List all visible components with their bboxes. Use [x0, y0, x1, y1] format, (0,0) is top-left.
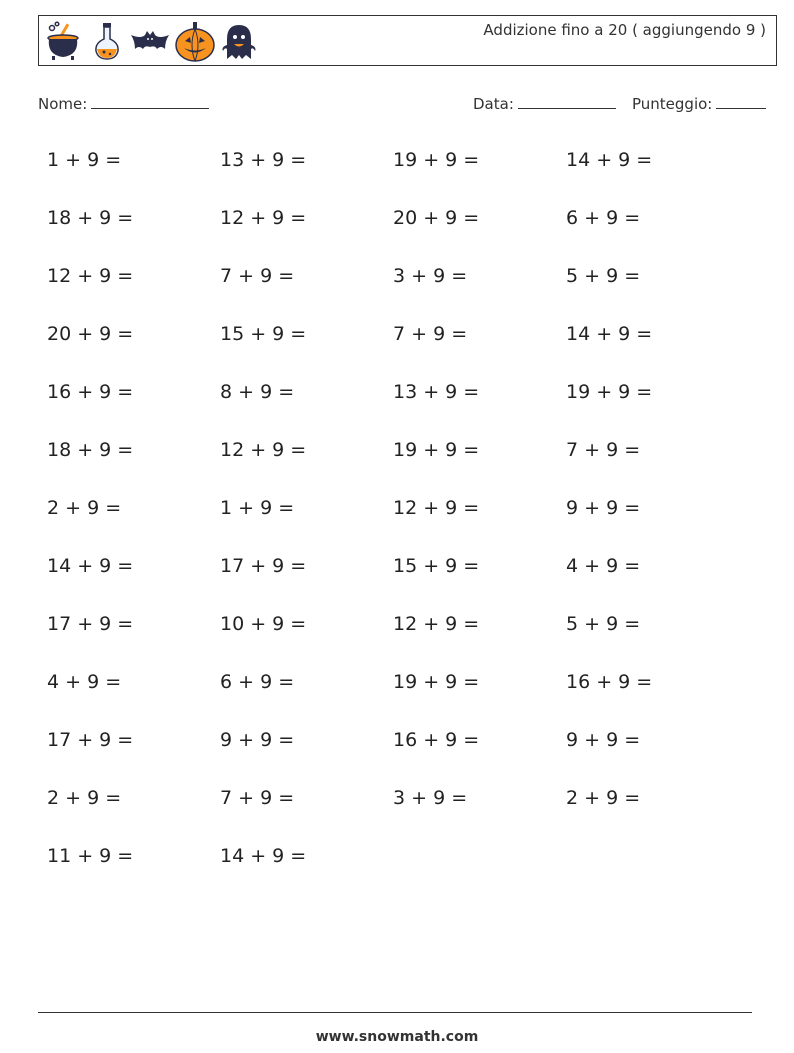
- date-label: Data:: [473, 95, 514, 113]
- potion-icon: [87, 19, 127, 63]
- problem-item: 7 + 9 =: [566, 439, 641, 461]
- name-blank[interactable]: [91, 94, 209, 109]
- problem-item: 3 + 9 =: [393, 787, 468, 809]
- problem-item: 2 + 9 =: [47, 787, 122, 809]
- problem-item: 12 + 9 =: [220, 207, 307, 229]
- problem-item: 7 + 9 =: [220, 787, 295, 809]
- problem-item: 6 + 9 =: [220, 671, 295, 693]
- footer-divider: [38, 1012, 752, 1013]
- worksheet-title: Addizione fino a 20 ( aggiungendo 9 ): [483, 21, 766, 39]
- problem-item: 20 + 9 =: [393, 207, 480, 229]
- problem-item: 12 + 9 =: [220, 439, 307, 461]
- problem-item: 15 + 9 =: [220, 323, 307, 345]
- problem-item: 19 + 9 =: [393, 439, 480, 461]
- problem-item: 1 + 9 =: [220, 497, 295, 519]
- problem-item: 20 + 9 =: [47, 323, 134, 345]
- problem-item: 6 + 9 =: [566, 207, 641, 229]
- problem-item: 12 + 9 =: [393, 613, 480, 635]
- score-blank[interactable]: [716, 94, 766, 109]
- problem-item: 10 + 9 =: [220, 613, 307, 635]
- problem-item: 2 + 9 =: [566, 787, 641, 809]
- problem-item: 17 + 9 =: [47, 613, 134, 635]
- halloween-icons: [43, 19, 259, 63]
- problem-item: 19 + 9 =: [393, 671, 480, 693]
- problem-item: 14 + 9 =: [47, 555, 134, 577]
- problem-item: 18 + 9 =: [47, 439, 134, 461]
- problem-item: 2 + 9 =: [47, 497, 122, 519]
- problem-item: 12 + 9 =: [47, 265, 134, 287]
- problem-item: 14 + 9 =: [566, 149, 653, 171]
- problem-item: 5 + 9 =: [566, 265, 641, 287]
- name-label: Nome:: [38, 95, 88, 113]
- problem-item: 14 + 9 =: [220, 845, 307, 867]
- footer-url: www.snowmath.com: [315, 1029, 479, 1045]
- problem-item: 9 + 9 =: [566, 497, 641, 519]
- problem-item: 13 + 9 =: [220, 149, 307, 171]
- problem-item: 17 + 9 =: [47, 729, 134, 751]
- problem-item: 17 + 9 =: [220, 555, 307, 577]
- date-blank[interactable]: [518, 94, 616, 109]
- score-field: [632, 94, 766, 113]
- name-field: [38, 94, 209, 113]
- problem-item: 12 + 9 =: [393, 497, 480, 519]
- pumpkin-icon: [173, 19, 217, 63]
- problem-item: 13 + 9 =: [393, 381, 480, 403]
- ghost-icon: [219, 19, 259, 63]
- problem-item: 1 + 9 =: [47, 149, 122, 171]
- problem-item: 16 + 9 =: [566, 671, 653, 693]
- problem-item: 11 + 9 =: [47, 845, 134, 867]
- bat-icon: [129, 19, 171, 63]
- problem-item: 18 + 9 =: [47, 207, 134, 229]
- problem-item: 4 + 9 =: [47, 671, 122, 693]
- problem-item: 7 + 9 =: [220, 265, 295, 287]
- date-field: [473, 94, 616, 113]
- problem-item: 19 + 9 =: [566, 381, 653, 403]
- problem-item: 3 + 9 =: [393, 265, 468, 287]
- problem-item: 19 + 9 =: [393, 149, 480, 171]
- problem-item: 15 + 9 =: [393, 555, 480, 577]
- worksheet-header: [38, 15, 777, 66]
- cauldron-icon: [43, 19, 85, 63]
- problem-item: 16 + 9 =: [47, 381, 134, 403]
- problem-item: 7 + 9 =: [393, 323, 468, 345]
- score-label: Punteggio:: [632, 95, 713, 113]
- problem-item: 5 + 9 =: [566, 613, 641, 635]
- problem-item: 8 + 9 =: [220, 381, 295, 403]
- problem-item: 4 + 9 =: [566, 555, 641, 577]
- problem-item: 14 + 9 =: [566, 323, 653, 345]
- problem-item: 16 + 9 =: [393, 729, 480, 751]
- problem-item: 9 + 9 =: [566, 729, 641, 751]
- problem-item: 9 + 9 =: [220, 729, 295, 751]
